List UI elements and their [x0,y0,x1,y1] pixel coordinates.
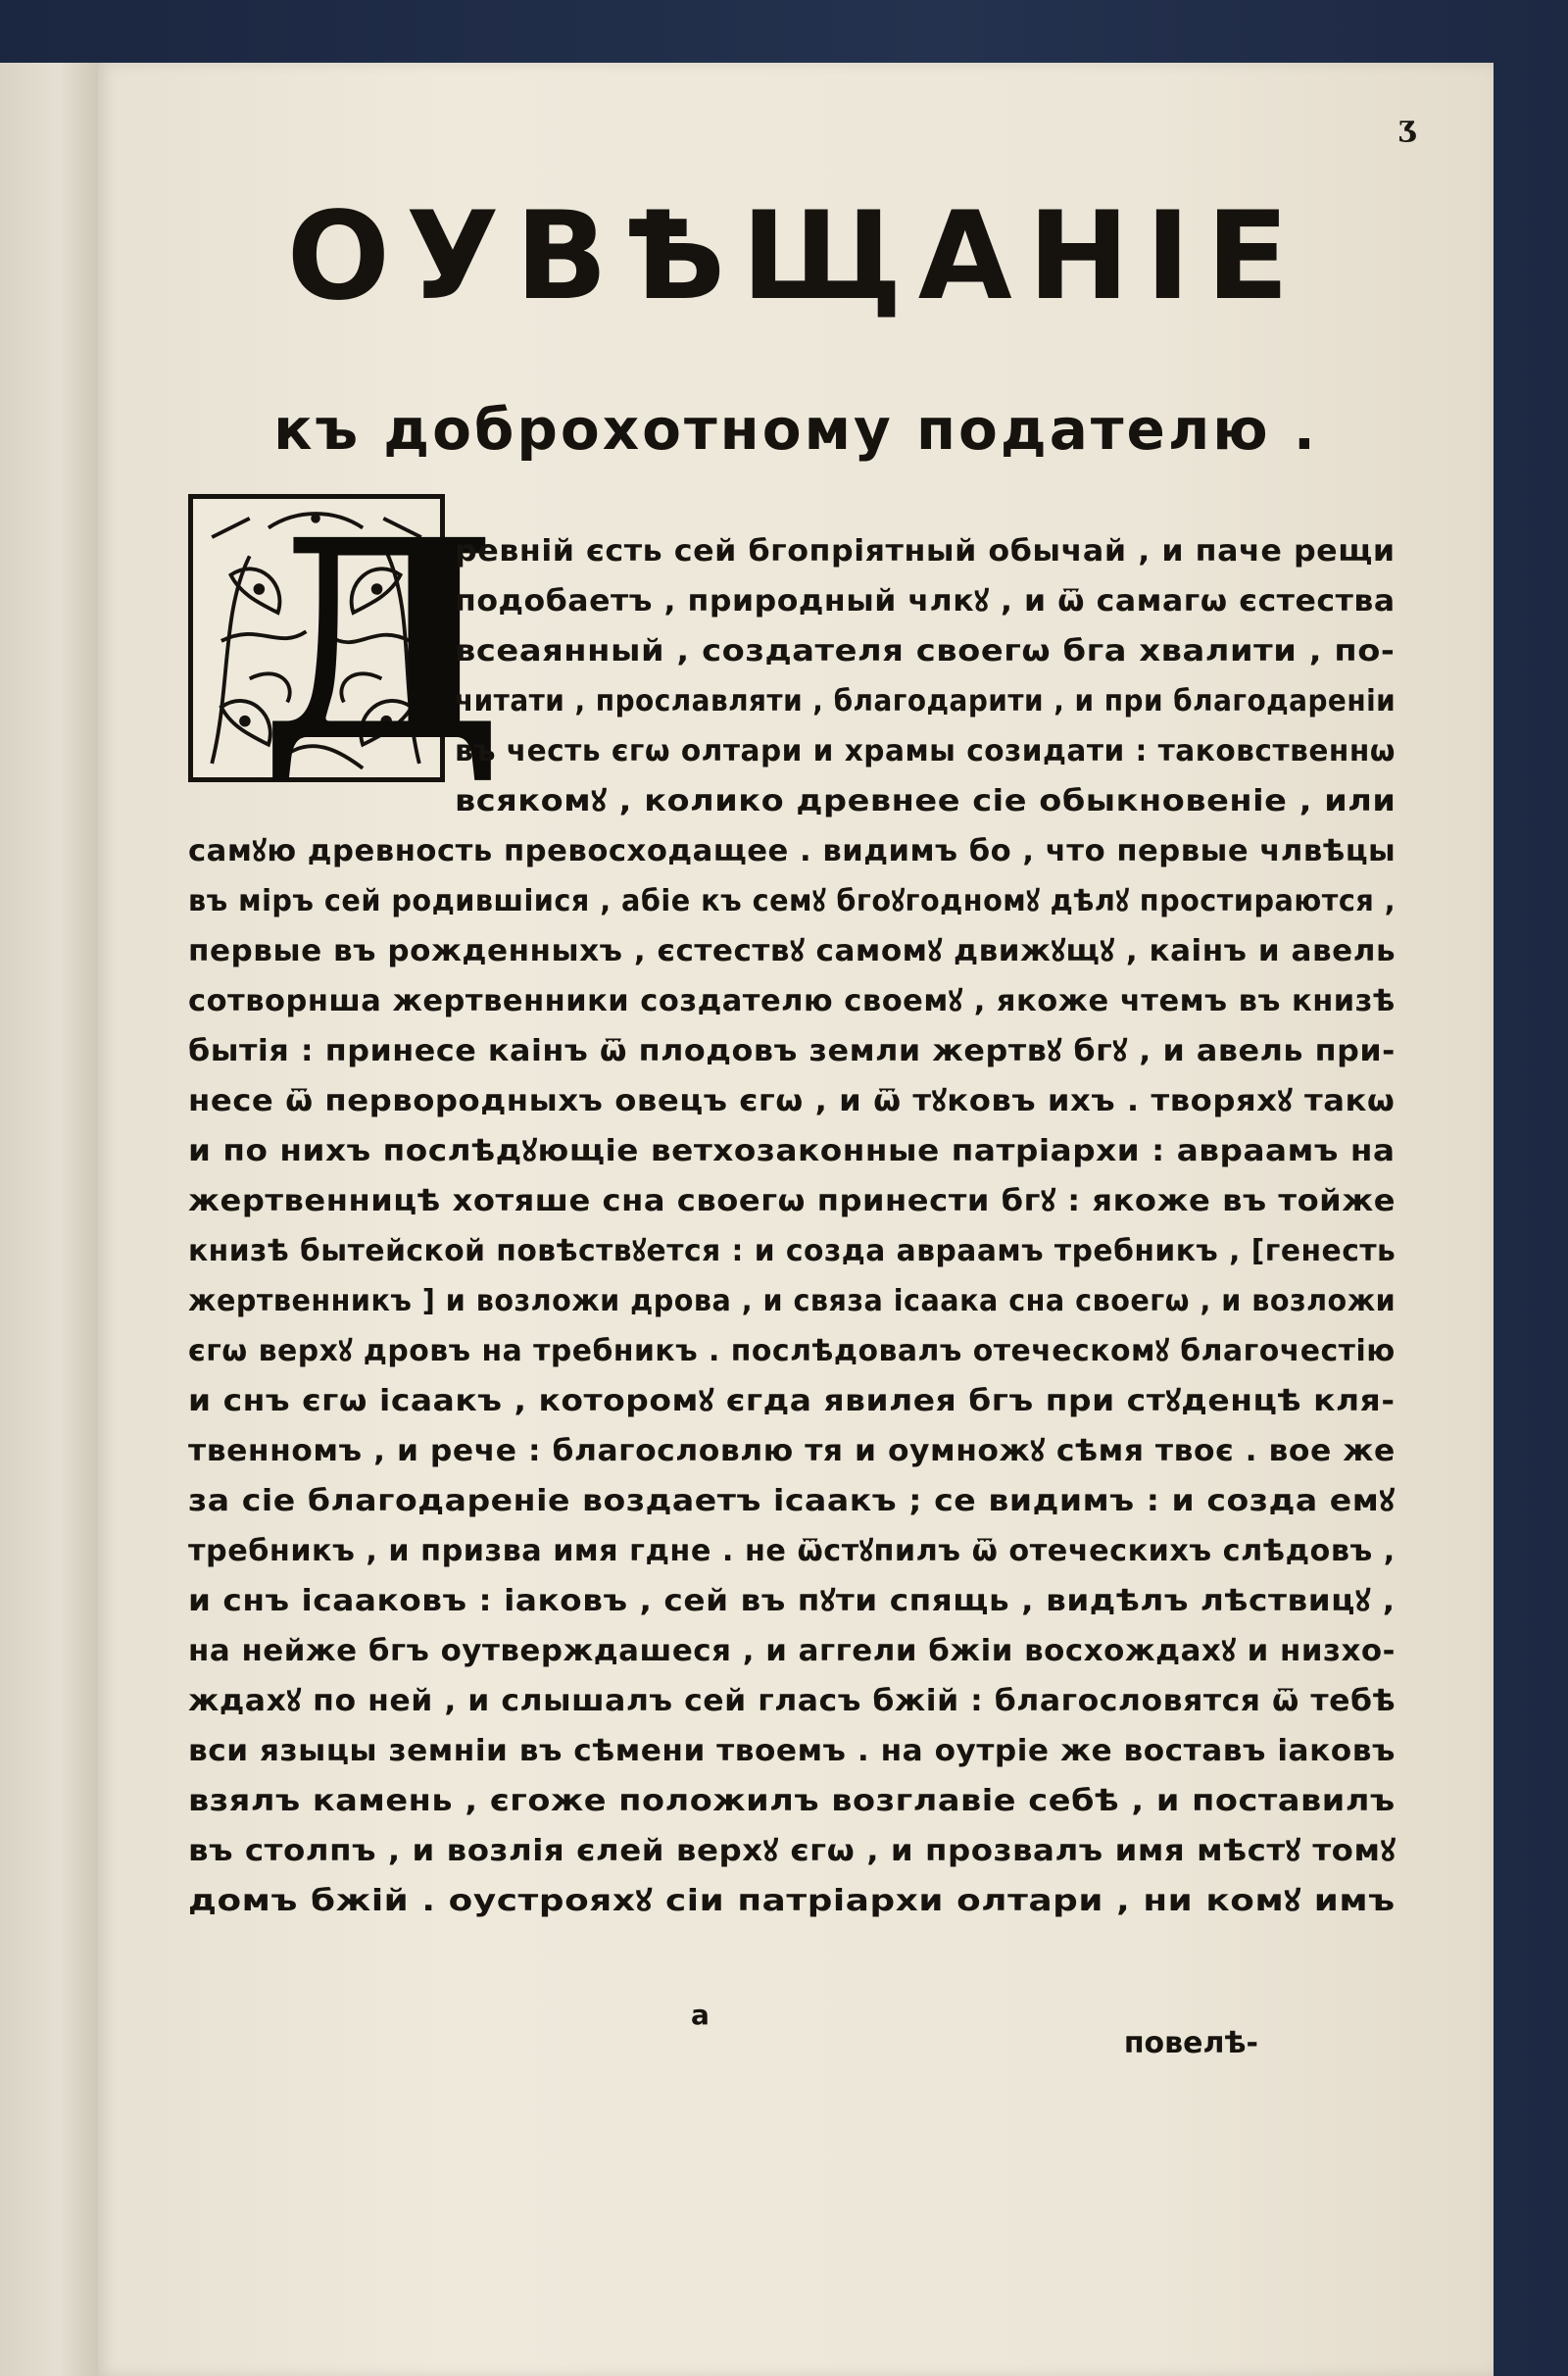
text-line: первые въ рожденныхъ , єстествꙋ самомꙋ движꙋщꙋ , каінъ и авель [188,934,1396,968]
text-line: въ столпъ , и возлія єлей верхꙋ єгѡ , и прозвалъ имя мѣстꙋ томꙋ [188,1834,1396,1868]
text-line: бытія : принесе каінъ ѿ плодовъ земли жертвꙋ бгꙋ , и авель при- [188,1034,1396,1068]
text-line: єгѡ верхꙋ дровъ на требникъ . послѣдовалъ отеческомꙋ благочестію [188,1334,1396,1368]
text-line: въ честь єгѡ олтари и храмы созидати : таковственнѡ [455,734,1396,768]
text-line: самꙋю древность превосходащее . видимъ бо , что первые члвѣцы [188,834,1396,868]
body-text [98,63,1494,2376]
text-line: читати , прославляти , благодарити , и при благодареніи [455,684,1396,718]
catchword: повелѣ- [1123,2026,1258,2060]
text-line: книзѣ бытейской повѣствꙋется : и созда авраамъ требникъ , [генесть [188,1234,1396,1268]
signature-mark: а [691,1999,710,2031]
text-line: и по нихъ послѣдꙋющіе ветхозаконные патріархи : авраамъ на [188,1134,1396,1168]
book-page [98,63,1494,2376]
facing-page-edge [0,63,99,2376]
text-line: сотворнша жертвенники создателю своемꙋ , якоже чтемъ въ книзѣ [188,984,1396,1018]
text-line: жертвенникъ ] и возложи дрова , и связа ісаака сна своегѡ , и возложи [188,1284,1396,1318]
text-line: въ міръ сей родившіися , абіе къ семꙋ бгоꙋгодномꙋ дѣлꙋ простираются , [188,884,1396,918]
text-line: всякомꙋ , колико древнее сіе обыкновеніе , или [455,784,1396,818]
text-line: несе ѿ первородныхъ овецъ єгѡ , и ѿ тꙋковъ ихъ . творяхꙋ такѡ [188,1084,1396,1118]
text-line: жертвенницѣ хотяше сна своегѡ принести бгꙋ : якоже въ тойже [188,1184,1396,1218]
page-number: ӡ [1397,110,1415,144]
text-line: взялъ камень , єгоже положилъ возглавіе себѣ , и поставилъ [188,1784,1396,1818]
text-line: вси языцы земніи въ сѣмени твоемъ . на оутріе же воставъ іаковъ [188,1734,1396,1768]
page-subtitle: къ доброхотному подателю . [273,396,1318,463]
text-line: требникъ , и призва имя гдне . не ѿстꙋпилъ ѿ отеческихъ слѣдовъ , [188,1534,1396,1568]
text-line: ревній єсть сей бгопріятный обычай , и паче рещи [455,534,1396,569]
text-line: ждахꙋ по ней , и слышалъ сей гласъ бжій : благословятся ѿ тебѣ [188,1684,1396,1718]
text-line: и снъ ісааковъ : іаковъ , сей въ пꙋти спящь , видѣлъ лѣствицꙋ , [188,1584,1396,1618]
text-line: и снъ єгѡ ісаакъ , которомꙋ єгда явилея бгъ при стꙋденцѣ кля- [188,1384,1396,1418]
text-line: домъ бжій . оустрояхꙋ сіи патріархи олтари , ни комꙋ имъ [188,1884,1396,1918]
page-title: ОУВѢЩАНІЕ [286,186,1305,327]
initial-letter: Д [260,480,504,803]
text-line: на нейже бгъ оутверждашеся , и аггели бжіи восхождахꙋ и низхо- [188,1634,1396,1668]
text-line: твенномъ , и рече : благословлю тя и оумножꙋ сѣмя твоє . вое же [188,1434,1396,1468]
text-line: подобаетъ , природный члкꙋ , и ѿ самагѡ єстества [455,584,1396,619]
text-line: всеаянный , создателя своегѡ бга хвалити , по- [455,634,1396,668]
text-line: за сіе благодареніе воздаетъ ісаакъ ; се видимъ : и созда емꙋ [188,1484,1396,1518]
